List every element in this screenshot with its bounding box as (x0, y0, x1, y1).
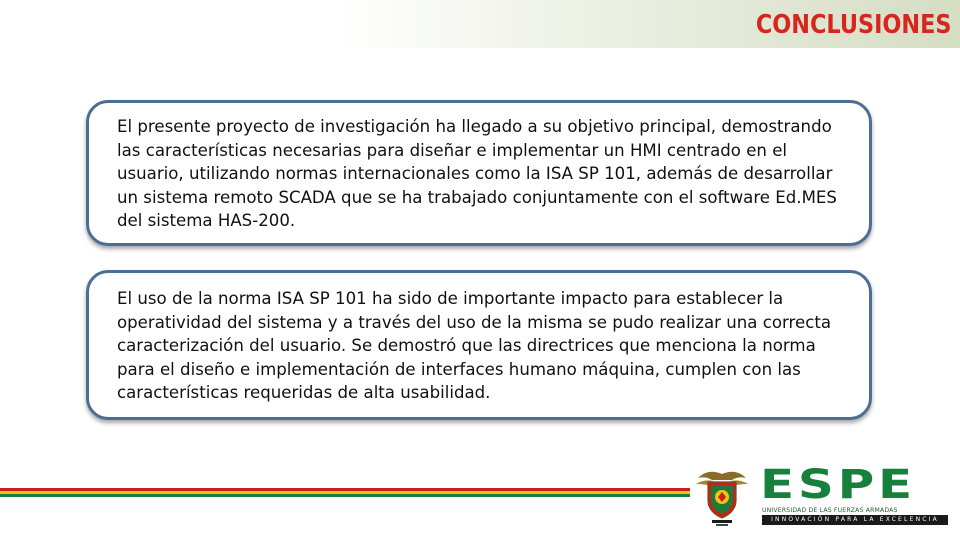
espe-logo (694, 464, 956, 528)
slide-title: CONCLUSIONES (756, 10, 952, 40)
university-crest-icon (694, 464, 750, 528)
conclusion-panel-1 (86, 100, 872, 246)
tagline-bar (762, 515, 948, 525)
tagline: INNOVACIÓN PARA LA EXCELENCIA (771, 516, 939, 523)
conclusion-panel-2 (86, 270, 872, 420)
espe-wordmark: ESPE (760, 462, 916, 508)
footer-stripe-green (0, 494, 690, 497)
university-name: UNIVERSIDAD DE LAS FUERZAS ARMADAS (762, 507, 898, 514)
conclusion-text-2: El uso de la norma ISA SP 101 ha sido de importante impacto para establecer la operatividad del sistema y a través del uso de la misma se pudo realizar una correcta caracterización del usuario. Se demostró que las directrices que menciona la norma para el diseño e implementación de interfaces humano máquina, cumplen con las características requeridas de alta usabilidad. (117, 289, 832, 402)
conclusion-text-1: El presente proyecto de investigación ha llegado a su objetivo principal, demostrando las características necesarias para diseñar e implementar un HMI centrado en el usuario, utilizando normas internacionales como la ISA SP 101, además de desarrollar un sistema remoto SCADA que se ha trabajado conjuntamente con el software Ed.MES del sistema HAS-200. (117, 117, 837, 230)
